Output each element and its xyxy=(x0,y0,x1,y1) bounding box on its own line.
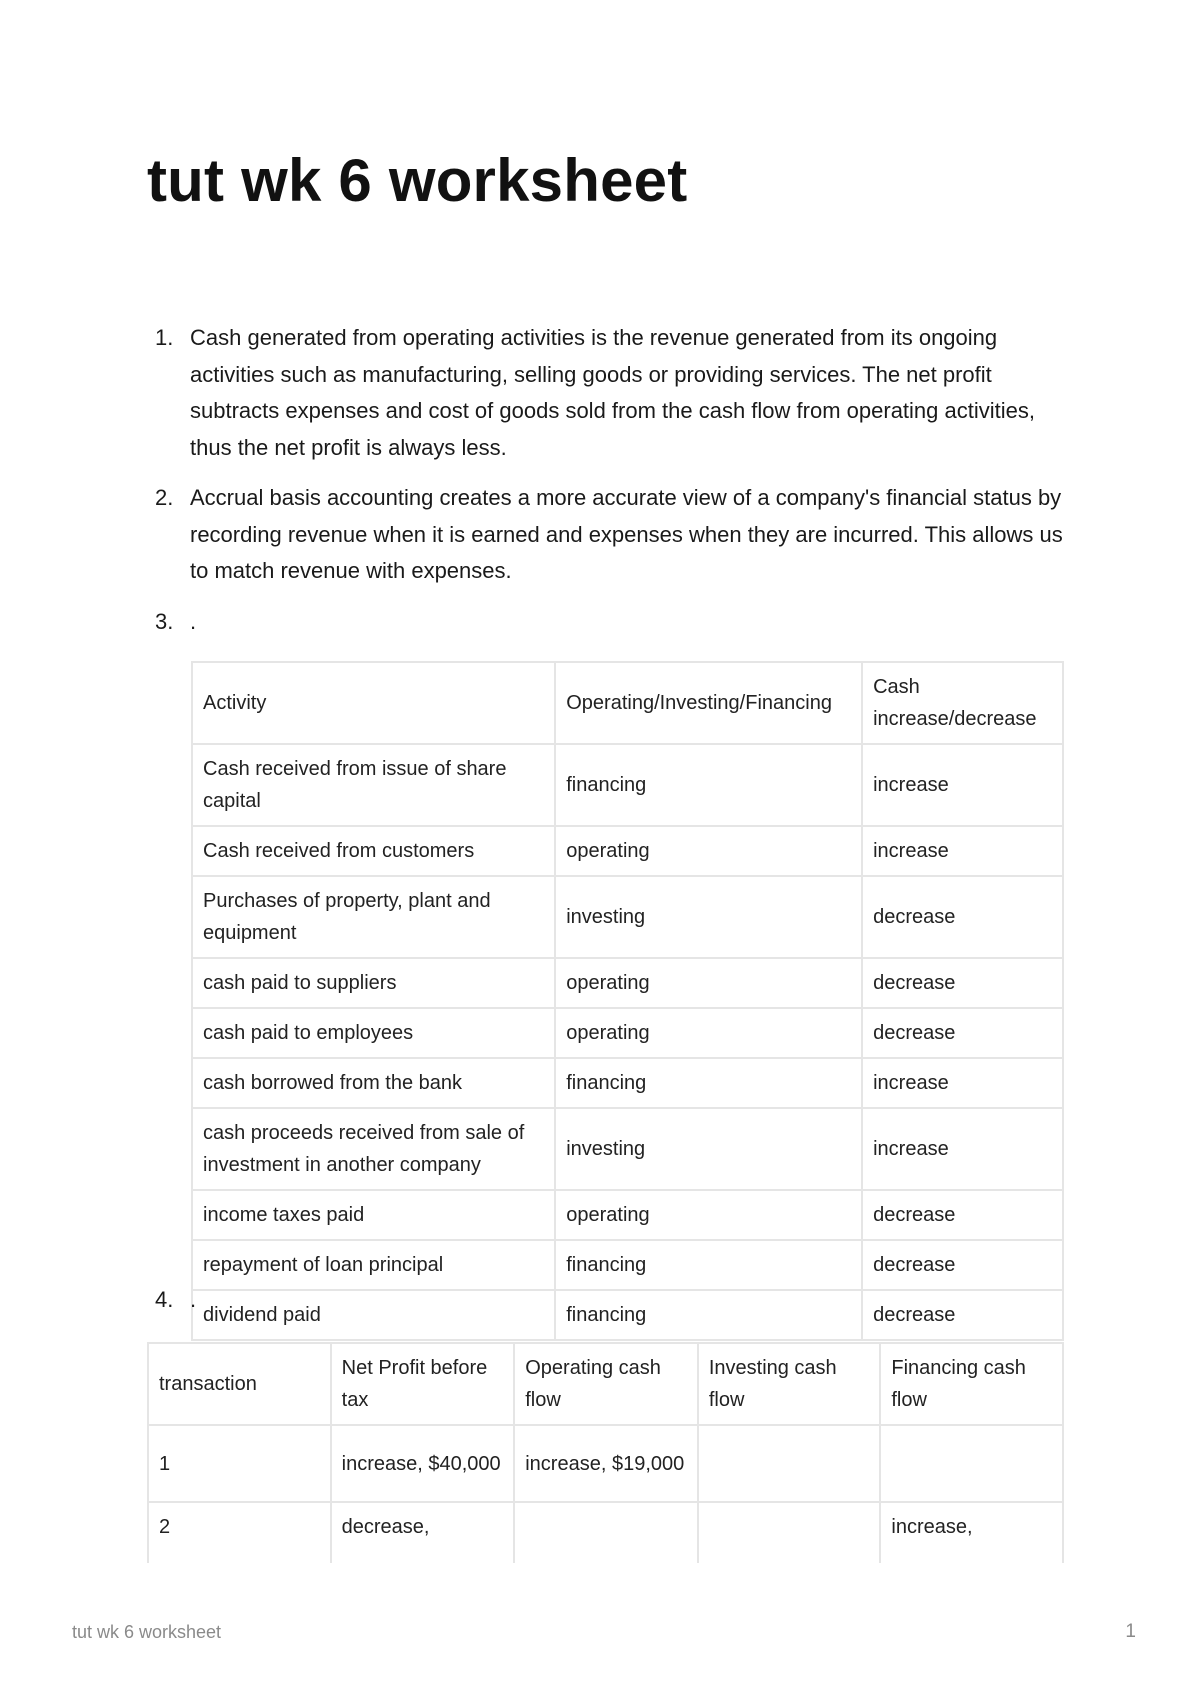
table-header-row xyxy=(192,662,1063,744)
activity-cell: cash proceeds received from sale of investment in another company xyxy=(192,1108,555,1190)
table-row xyxy=(148,1502,1063,1567)
operating-cash-flow-cell xyxy=(514,1502,698,1567)
investing-cash-flow-cell xyxy=(698,1425,881,1502)
page-title: tut wk 6 worksheet xyxy=(147,147,688,214)
list-item xyxy=(155,320,1065,466)
list-number: 3. xyxy=(155,608,174,634)
header-type: Operating/Investing/Financing xyxy=(555,662,862,744)
type-cell: financing xyxy=(555,1058,862,1108)
cash-change-cell: increase xyxy=(862,1108,1063,1190)
list-item xyxy=(155,604,1065,641)
header-activity: Activity xyxy=(192,662,555,744)
type-cell: financing xyxy=(555,1240,862,1290)
activity-cell: Cash received from customers xyxy=(192,826,555,876)
transaction-table xyxy=(147,1342,1064,1567)
list-text: . xyxy=(190,1287,197,1312)
header-operating-cash-flow: Operating cash flow xyxy=(514,1343,698,1425)
list-text: . xyxy=(190,608,197,634)
list-number: 2. xyxy=(155,485,174,510)
table-row xyxy=(192,1190,1063,1240)
activity-cell: cash borrowed from the bank xyxy=(192,1058,555,1108)
type-cell: operating xyxy=(555,958,862,1008)
transaction-cell: 2 xyxy=(148,1502,331,1567)
table-row xyxy=(192,826,1063,876)
activity-cell: income taxes paid xyxy=(192,1190,555,1240)
numbered-list-continued xyxy=(155,1282,1065,1333)
header-net-profit: Net Profit before tax xyxy=(331,1343,515,1425)
list-text: Accrual basis accounting creates a more accurate view of a company's financial status by recording revenue when it is earned and expenses when they are incurred. This allows us to match revenue with expenses. xyxy=(190,485,1063,583)
activity-cell: dividend paid xyxy=(192,1290,555,1340)
table-header-row xyxy=(148,1343,1063,1425)
header-investing-cash-flow: Investing cash flow xyxy=(698,1343,881,1425)
table-row xyxy=(192,1058,1063,1108)
list-item xyxy=(155,1282,1065,1319)
net-profit-cell: decrease, xyxy=(331,1502,515,1567)
activity-table xyxy=(191,661,1064,1341)
activity-cell: repayment of loan principal xyxy=(192,1240,555,1290)
cash-change-cell: decrease xyxy=(862,1008,1063,1058)
footer-title: tut wk 6 worksheet xyxy=(72,1622,222,1642)
cash-change-cell: decrease xyxy=(862,958,1063,1008)
net-profit-cell: increase, $40,000 xyxy=(331,1425,515,1502)
header-financing-cash-flow: Financing cash flow xyxy=(880,1343,1063,1425)
type-cell: operating xyxy=(555,826,862,876)
numbered-list xyxy=(155,320,1065,654)
table-row xyxy=(148,1425,1063,1502)
header-transaction: transaction xyxy=(148,1343,331,1425)
table-row xyxy=(192,958,1063,1008)
operating-cash-flow-cell: increase, $19,000 xyxy=(514,1425,698,1502)
cash-change-cell: increase xyxy=(862,744,1063,826)
activity-cell: Cash received from issue of share capital xyxy=(192,744,555,826)
type-cell: financing xyxy=(555,744,862,826)
footer-page-number: 1 xyxy=(1125,1621,1136,1642)
financing-cash-flow-cell: increase, xyxy=(880,1502,1063,1567)
type-cell: investing xyxy=(555,876,862,958)
transaction-cell: 1 xyxy=(148,1425,331,1502)
table-row xyxy=(192,1008,1063,1058)
cash-change-cell: decrease xyxy=(862,1190,1063,1240)
table-row xyxy=(192,876,1063,958)
financing-cash-flow-cell xyxy=(880,1425,1063,1502)
type-cell: investing xyxy=(555,1108,862,1190)
investing-cash-flow-cell xyxy=(698,1502,881,1567)
header-cash-change: Cash increase/decrease xyxy=(862,662,1063,744)
list-text: Cash generated from operating activities is the revenue generated from its ongoing activities such as manufacturing, selling goods or providing services. The net profit subtracts expenses and cost of goods sold from the cash flow from operating activities, thus the net profit is always less. xyxy=(190,325,1035,460)
cash-change-cell: increase xyxy=(862,1058,1063,1108)
cash-change-cell: increase xyxy=(862,826,1063,876)
page-break-clip xyxy=(0,1563,1200,1603)
type-cell: financing xyxy=(555,1290,862,1340)
activity-cell: cash paid to employees xyxy=(192,1008,555,1058)
table-row xyxy=(192,744,1063,826)
type-cell: operating xyxy=(555,1008,862,1058)
list-item xyxy=(155,480,1065,590)
list-number: 1. xyxy=(155,325,174,350)
table-row xyxy=(192,1108,1063,1190)
activity-cell: cash paid to suppliers xyxy=(192,958,555,1008)
cash-change-cell: decrease xyxy=(862,1240,1063,1290)
list-number: 4. xyxy=(155,1287,174,1312)
cash-change-cell: decrease xyxy=(862,1290,1063,1340)
type-cell: operating xyxy=(555,1190,862,1240)
cash-change-cell: decrease xyxy=(862,876,1063,958)
activity-cell: Purchases of property, plant and equipment xyxy=(192,876,555,958)
